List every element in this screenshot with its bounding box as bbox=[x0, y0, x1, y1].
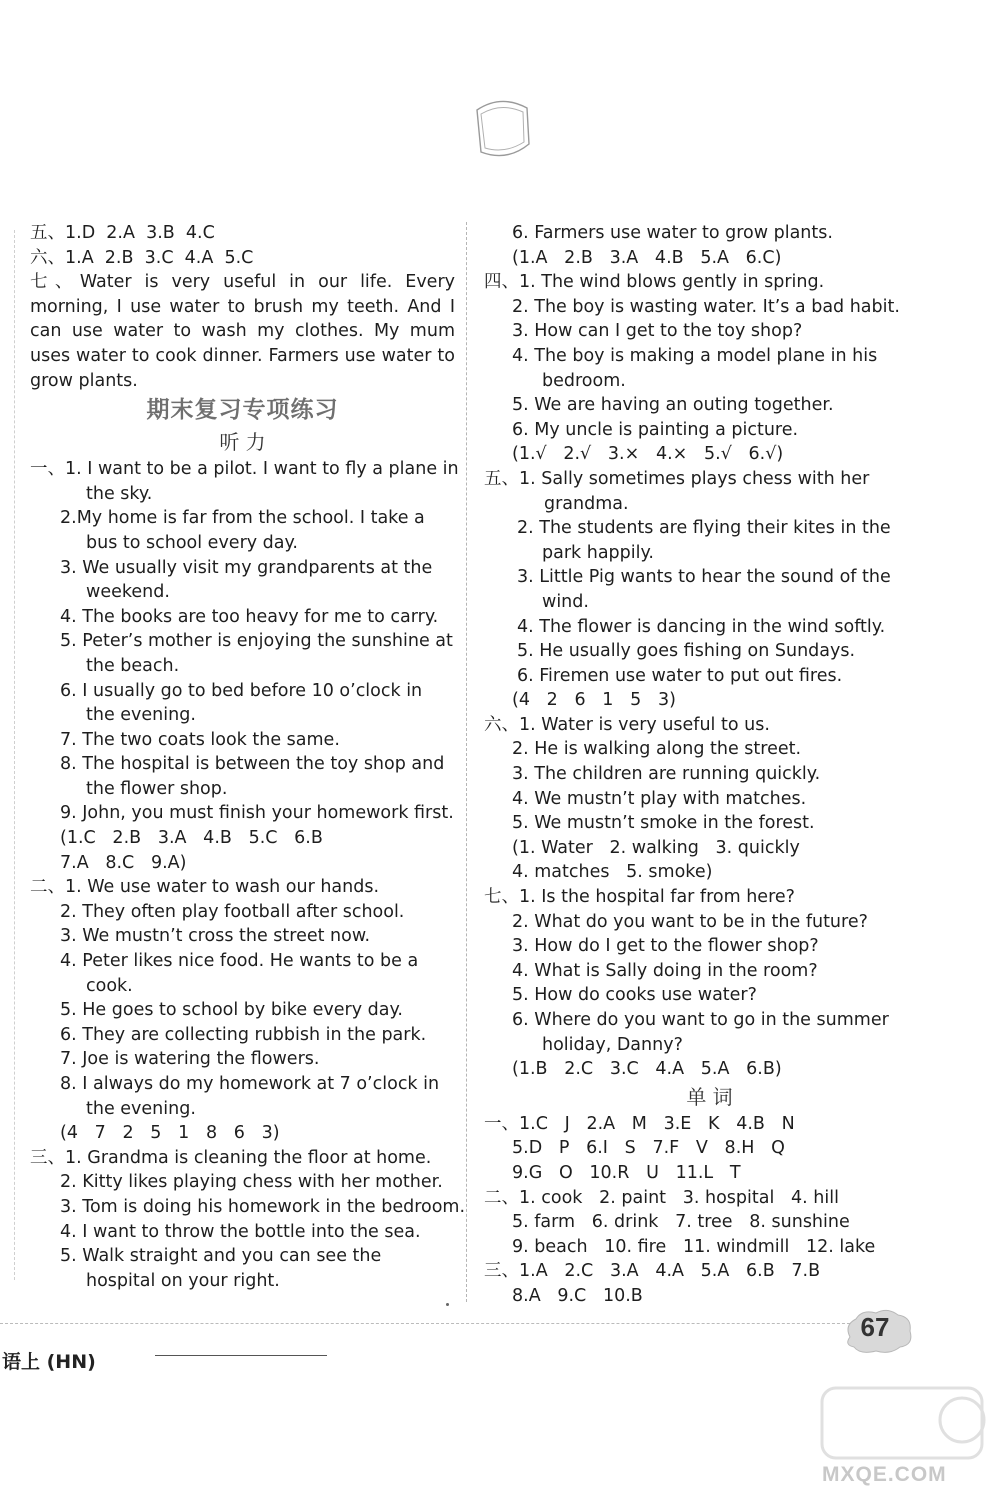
answer-line: 5. Walk straight and you can see the bbox=[60, 1246, 382, 1267]
left-margin-rule bbox=[14, 230, 15, 1280]
answer-line: 3. Little Pig wants to hear the sound of the bbox=[517, 567, 891, 588]
passage-line: grow plants. bbox=[30, 370, 138, 391]
answer-line: 六、1.A 2.B 3.C 4.A 5.C bbox=[30, 247, 254, 268]
column-divider bbox=[466, 222, 467, 1302]
answer-line: 2. He is walking along the street. bbox=[512, 739, 802, 760]
answer-line: 3. We mustn’t cross the street now. bbox=[60, 926, 371, 947]
answer-key: (1. Water 2. walking 3. quickly bbox=[512, 837, 800, 858]
answer-line: 2. Kitty likes playing chess with her mother. bbox=[60, 1172, 443, 1193]
answer-key: (1.√ 2.√ 3.× 4.× 5.√ 6.√) bbox=[512, 444, 784, 465]
answer-line: 3. How can I get to the toy shop? bbox=[512, 321, 803, 342]
answer-line: 5.D P 6.I S 7.F V 8.H Q bbox=[512, 1138, 785, 1159]
answer-line: 7. Joe is watering the flowers. bbox=[60, 1049, 320, 1070]
answer-line: 5. We are having an outing together. bbox=[512, 395, 834, 416]
answer-line: 4. What is Sally doing in the room? bbox=[512, 960, 818, 981]
answer-line: 三、1.A 2.C 3.A 4.A 5.A 6.B 7.B bbox=[484, 1261, 821, 1282]
answer-line: 4. The boy is making a model plane in his bbox=[512, 345, 878, 366]
answer-line: 七、1. Is the hospital far from here? bbox=[484, 887, 795, 908]
answer-line: the evening. bbox=[86, 1098, 196, 1119]
answer-key: (1.A 2.B 3.A 4.B 5.A 6.C) bbox=[512, 247, 782, 268]
answer-line: holiday, Danny? bbox=[542, 1034, 683, 1055]
answer-line: grandma. bbox=[544, 493, 629, 514]
answer-line: 5. How do cooks use water? bbox=[512, 985, 757, 1006]
page-number: 67 bbox=[860, 1312, 890, 1342]
answer-line: 8.A 9.C 10.B bbox=[512, 1285, 643, 1306]
book-subject-label: 语上 (HN) bbox=[2, 1351, 96, 1373]
answer-line: 3. The children are running quickly. bbox=[512, 764, 821, 785]
passage-line: 七、Water is very useful in our life. Every bbox=[30, 272, 455, 293]
answer-line: 一、1. I want to be a pilot. I want to fly a plane in bbox=[30, 459, 459, 480]
answer-line: 6. They are collecting rubbish in the park. bbox=[60, 1024, 427, 1045]
answer-line: 4. The flower is dancing in the wind softly. bbox=[517, 616, 886, 637]
answer-key: (4 7 2 5 1 8 6 3) bbox=[60, 1123, 280, 1144]
answer-line: park happily. bbox=[542, 542, 654, 563]
answer-line: 2. The students are flying their kites in the bbox=[517, 518, 891, 539]
passage-line: morning, I use water to brush my teeth. And I bbox=[30, 296, 455, 317]
decorative-dot bbox=[446, 1303, 449, 1306]
footer-underline bbox=[155, 1355, 327, 1356]
answer-line: 6. I usually go to bed before 10 o’clock in bbox=[60, 680, 423, 701]
answer-line: bedroom. bbox=[542, 370, 626, 391]
answer-line: 2. They often play football after school. bbox=[60, 901, 405, 922]
answer-line: 五、1.D 2.A 3.B 4.C bbox=[30, 223, 215, 243]
answer-line: 二、1. cook 2. paint 3. hospital 4. hill bbox=[484, 1187, 839, 1208]
answer-line: hospital on your right. bbox=[86, 1270, 280, 1291]
section-title: 期末复习专项练习 bbox=[146, 396, 339, 424]
answer-line: wind. bbox=[542, 591, 589, 612]
answer-line: 2.My home is far from the school. I take a bbox=[60, 508, 425, 529]
answer-line: 六、1. Water is very useful to us. bbox=[484, 714, 770, 735]
answer-line: 4. We mustn’t play with matches. bbox=[512, 788, 807, 809]
answer-key: (4 2 6 1 5 3) bbox=[512, 690, 676, 711]
answer-line: 8. The hospital is between the toy shop and bbox=[60, 754, 445, 775]
answer-line: 9. John, you must finish your homework first. bbox=[60, 803, 454, 824]
words-heading: 单 词 bbox=[686, 1084, 733, 1109]
answer-line: 5. He goes to school by bike every day. bbox=[60, 1000, 403, 1021]
answer-line: 2. The boy is wasting water. It’s a bad habit. bbox=[512, 296, 900, 317]
answer-line: 5. We mustn’t smoke in the forest. bbox=[512, 813, 815, 834]
answer-line: 6. My uncle is painting a picture. bbox=[512, 419, 799, 440]
answer-key: 7.A 8.C 9.A) bbox=[60, 852, 187, 873]
answer-line: 三、1. Grandma is cleaning the floor at home. bbox=[30, 1147, 432, 1168]
answer-line: 5. farm 6. drink 7. tree 8. sunshine bbox=[512, 1212, 850, 1233]
answer-line: the evening. bbox=[86, 705, 196, 726]
passage-line: uses water to cook dinner. Farmers use water to bbox=[30, 345, 455, 366]
answer-line: 9. beach 10. fire 11. windmill 12. lake bbox=[512, 1236, 876, 1257]
answer-line: 五、1. Sally sometimes plays chess with her bbox=[484, 468, 870, 489]
answer-key: (1.B 2.C 3.C 4.A 5.A 6.B) bbox=[512, 1059, 782, 1080]
answer-line: 5. He usually goes fishing on Sundays. bbox=[517, 641, 856, 662]
answer-line: 7. The two coats look the same. bbox=[60, 729, 340, 750]
answer-line: 9.G O 10.R U 11.L T bbox=[512, 1162, 741, 1183]
watermark-text: MXQE.COM bbox=[822, 1463, 947, 1486]
answer-line: 3. Tom is doing his homework in the bedroom. bbox=[60, 1196, 466, 1217]
answer-line: 4. I want to throw the bottle into the sea. bbox=[60, 1221, 421, 1242]
answer-key: (1.C 2.B 3.A 4.B 5.C 6.B bbox=[60, 828, 323, 849]
answer-line: 3. How do I get to the flower shop? bbox=[512, 936, 819, 957]
answer-line: weekend. bbox=[86, 582, 170, 603]
answer-line: 2. What do you want to be in the future? bbox=[512, 911, 868, 932]
answer-line: 4. Peter likes nice food. He wants to be a bbox=[60, 951, 419, 972]
answer-line: 6. Farmers use water to grow plants. bbox=[512, 223, 833, 243]
answer-line: 3. We usually visit my grandparents at the bbox=[60, 557, 433, 578]
answer-line: 8. I always do my homework at 7 o’clock in bbox=[60, 1074, 440, 1094]
answer-line: 5. Peter’s mother is enjoying the sunshine at bbox=[60, 631, 453, 652]
listening-heading: 听 力 bbox=[219, 430, 266, 455]
answer-line: 二、1. We use water to wash our hands. bbox=[30, 877, 380, 898]
passage-line: can use water to wash my clothes. My mum bbox=[30, 321, 455, 342]
answer-line: 6. Where do you want to go in the summer bbox=[512, 1010, 889, 1030]
footer-rule bbox=[0, 1323, 860, 1324]
left-column bbox=[30, 221, 466, 1293]
answer-line: cook. bbox=[86, 975, 133, 996]
answer-line: 一、1.C J 2.A M 3.E K 4.B N bbox=[484, 1113, 795, 1134]
answer-line: 6. Firemen use water to put out fires. bbox=[517, 665, 843, 686]
stamp-logo bbox=[467, 92, 535, 164]
answer-key: 4. matches 5. smoke) bbox=[512, 862, 713, 883]
answer-line: the beach. bbox=[86, 655, 180, 676]
answer-line: bus to school every day. bbox=[86, 532, 298, 553]
right-column bbox=[484, 221, 907, 1309]
answer-line: 四、1. The wind blows gently in spring. bbox=[484, 272, 825, 293]
answer-line: the flower shop. bbox=[86, 778, 228, 799]
answer-line: the sky. bbox=[86, 483, 153, 504]
answer-line: 4. The books are too heavy for me to carry. bbox=[60, 606, 439, 627]
